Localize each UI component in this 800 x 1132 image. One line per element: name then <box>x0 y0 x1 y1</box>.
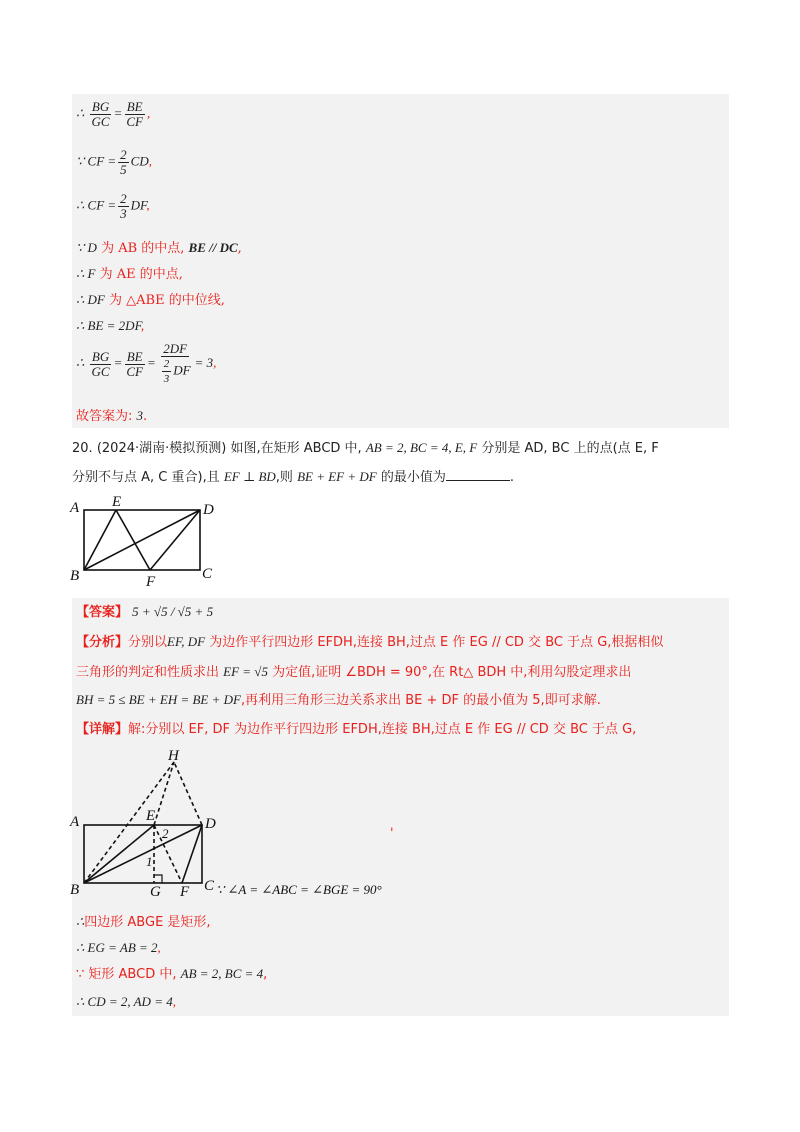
label-h: H <box>168 748 179 764</box>
figure-rectangle-abcd <box>66 492 226 588</box>
line-cf-df: ∴ CF = $\frac{2}{3}$ DF, <box>76 191 150 221</box>
line-ratio-result: ∴ $\frac{BG}{GC}$ = $\frac{BE}{CF}$ = 2DF $\frac{2}{3}$ DF = 3, <box>76 341 217 385</box>
question-line-2: 分别不与点 A, C 重合),且 EF ⊥ BD,则 BE + EF + DF 的最小值为 . <box>72 469 515 485</box>
analysis-line-2: 三角形的判定和性质求出 EF = √5 为定值,证明 ∠BDH = 90°,在 Rt△ BDH 中,利用勾股定理求出 <box>76 664 632 680</box>
answer-blank[interactable] <box>446 468 510 481</box>
label-angle-2: 2 <box>162 826 169 841</box>
segment-dh <box>174 762 202 825</box>
segment-bh <box>84 762 174 883</box>
label-f-2: F <box>180 884 190 898</box>
figure-parallelogram-efdh <box>66 748 406 898</box>
segment-fd <box>150 510 200 570</box>
label-e: E <box>112 494 122 510</box>
label-d-2: D <box>205 816 216 832</box>
answer-row: 【答案】 5 + √5 / √5 + 5 <box>76 604 214 620</box>
line-be-2df: ∴ BE = 2DF, <box>76 318 145 333</box>
label-a-2: A <box>70 814 80 830</box>
rect-abcd-line: ∵ 矩形 ABCD 中, AB = 2, BC = 4, <box>76 966 268 982</box>
label-a: A <box>70 500 80 516</box>
mark-comma: ' <box>390 826 394 841</box>
figure-caption: ∵ ∠A = ∠ABC = ∠BGE = 90° <box>216 882 382 897</box>
line-ratio-1: ∴ $\frac{BG}{GC}$ = $\frac{BE}{CF}$ , <box>76 99 151 129</box>
line-df-midline: ∴ DF 为 △ABE 的中位线, <box>76 292 225 308</box>
right-angle-g <box>154 875 162 883</box>
analysis-line-1: 【分析】分别以EF, DF 为边作平行四边形 EFDH,连接 BH,过点 E 作 EG // CD 交 BC 于点 G,根据相似 <box>76 634 664 650</box>
eg-ab-line: ∴ EG = AB = 2, <box>76 940 161 955</box>
analysis-line-3: BH = 5 ≤ BE + EH = BE + DF,再利用三角形三边关系求出 BE + DF 的最小值为 5,即可求解. <box>76 692 601 708</box>
detail-line: 【详解】解:分别以 EF, DF 为边作平行四边形 EFDH,连接 BH,过点 E 作 EG // CD 交 BC 于点 G, <box>76 722 637 737</box>
line-f-midpoint: ∴ F 为 AE 的中点, <box>76 266 183 282</box>
label-angle-1: 1 <box>146 854 153 869</box>
question-line-1: 20. (2024·湖南·模拟预测) 如图,在矩形 ABCD 中, AB = 2, BC = 4, E, F 分别是 AD, BC 上的点(点 E, F <box>72 440 659 456</box>
segment-ef <box>116 510 150 570</box>
label-g: G <box>150 884 161 898</box>
label-d: D <box>203 502 214 518</box>
label-b: B <box>70 568 80 584</box>
cd-ad-line: ∴ CD = 2, AD = 4, <box>76 994 176 1009</box>
label-f: F <box>146 574 156 588</box>
line-d-midpoint: ∵ D 为 AB 的中点, BE // DC, <box>76 240 242 256</box>
rect-abge-line: ∴四边形 ABGE 是矩形, <box>76 914 211 930</box>
line-cf-cd: ∵ CF = $\frac{2}{5}$ CD, <box>76 147 152 177</box>
label-c: C <box>202 566 213 582</box>
label-c-2: C <box>204 878 215 894</box>
segment-bd <box>84 510 200 570</box>
label-e-2: E <box>146 808 156 824</box>
label-b-2: B <box>70 882 80 898</box>
answer-line: 故答案为: 3. <box>76 408 148 424</box>
segment-eh <box>154 762 174 825</box>
